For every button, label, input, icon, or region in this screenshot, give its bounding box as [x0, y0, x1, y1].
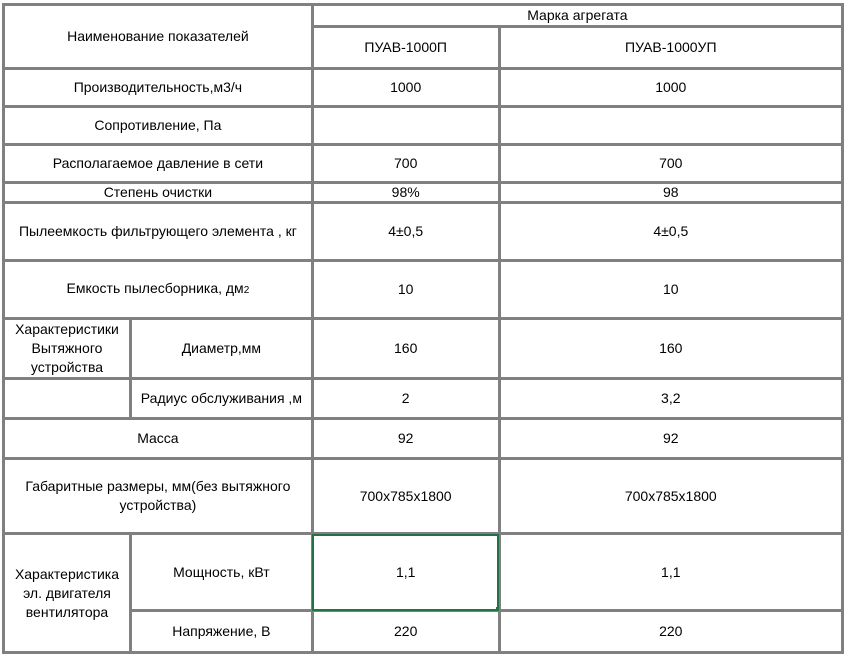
value-text: 98	[663, 184, 679, 200]
row-label[interactable]	[4, 145, 313, 183]
label-text: Сопротивление, Па	[94, 117, 222, 133]
table-row	[4, 183, 843, 203]
row-label[interactable]	[4, 459, 313, 534]
value-cell[interactable]	[312, 203, 499, 261]
value-text: 1,1	[395, 563, 416, 580]
value-cell[interactable]	[499, 319, 842, 379]
value-cell[interactable]	[499, 419, 842, 459]
value-cell[interactable]	[499, 203, 842, 261]
value-cell[interactable]	[312, 319, 499, 379]
value-cell[interactable]	[499, 534, 842, 611]
label-unit-exponent: 2	[243, 285, 250, 296]
row-label[interactable]	[4, 203, 313, 261]
table-row	[4, 419, 843, 459]
value-cell[interactable]	[499, 611, 842, 653]
row-label[interactable]	[4, 419, 313, 459]
label-text: Габаритные размеры, мм(без вытяжного устройства)	[25, 478, 291, 513]
value-cell-selected[interactable]	[312, 534, 499, 611]
model-2-label: ПУАВ-1000УП	[625, 39, 717, 55]
value-cell[interactable]	[499, 459, 842, 534]
value-text: 98%	[391, 184, 420, 200]
row-label[interactable]	[130, 379, 312, 419]
label-text: Диаметр,мм	[181, 340, 262, 356]
row-label[interactable]	[130, 319, 312, 379]
label-text: Емкость пылесборника, дм	[66, 280, 244, 296]
row-label[interactable]	[130, 611, 312, 653]
header-model-2[interactable]	[499, 27, 842, 69]
value-cell[interactable]	[312, 611, 499, 653]
empty-cell[interactable]	[4, 379, 131, 419]
value-cell[interactable]	[499, 183, 842, 203]
header-group-cell[interactable]	[312, 5, 842, 27]
value-text: 160	[394, 340, 418, 356]
table-row	[4, 534, 843, 611]
label-text: Производительность,м3/ч	[73, 79, 243, 95]
group-label-text: Характеристики Вытяжного устройства	[15, 321, 119, 375]
value-cell[interactable]	[499, 69, 842, 107]
header-model-1[interactable]	[312, 27, 499, 69]
group-label-exhaust[interactable]	[4, 319, 131, 379]
table-row	[4, 319, 843, 379]
value-cell[interactable]	[312, 107, 499, 145]
value-text: 10	[397, 281, 414, 297]
value-cell[interactable]	[499, 145, 842, 183]
value-text: 220	[659, 623, 683, 639]
value-text: 3,2	[661, 390, 681, 406]
table-row	[4, 145, 843, 183]
value-text: 92	[663, 430, 679, 446]
value-cell[interactable]	[312, 459, 499, 534]
label-text: Мощность, кВт	[173, 563, 270, 580]
table-row	[4, 459, 843, 534]
header-indicator-label: Наименование показателей	[67, 28, 249, 44]
fill-handle[interactable]	[496, 607, 500, 611]
group-label-motor[interactable]	[4, 534, 131, 653]
value-cell[interactable]	[312, 183, 499, 203]
specification-table	[2, 3, 844, 654]
value-text: 1,1	[661, 563, 681, 580]
value-cell[interactable]	[312, 69, 499, 107]
value-cell[interactable]	[312, 379, 499, 419]
value-cell[interactable]	[312, 145, 499, 183]
value-text: 92	[397, 430, 414, 446]
label-text: Напряжение, В	[172, 623, 271, 639]
table-row	[4, 203, 843, 261]
value-text: 700x785x1800	[359, 487, 452, 504]
value-cell[interactable]	[312, 261, 499, 319]
value-cell[interactable]	[499, 379, 842, 419]
row-label[interactable]	[130, 534, 312, 611]
header-group-label: Марка агрегата	[527, 7, 628, 23]
table-row	[4, 261, 843, 319]
value-text: 160	[659, 340, 683, 356]
label-text: Радиус обслуживания ,м	[140, 390, 302, 406]
value-text: 1000	[655, 79, 687, 95]
table-row	[4, 107, 843, 145]
value-cell[interactable]	[499, 261, 842, 319]
value-text: 1000	[390, 79, 422, 95]
row-label[interactable]	[4, 183, 313, 203]
header-indicator-cell[interactable]	[4, 5, 313, 69]
value-text: 700x785x1800	[624, 487, 717, 504]
value-text: 4±0,5	[653, 223, 689, 239]
table-row	[4, 379, 843, 419]
value-text: 220	[394, 623, 418, 639]
label-text: Пылеемкость фильтрующего элемента , кг	[18, 223, 297, 239]
table-row	[4, 69, 843, 107]
model-1-label: ПУАВ-1000П	[364, 39, 447, 55]
value-text: 4±0,5	[388, 223, 424, 239]
row-label[interactable]	[4, 107, 313, 145]
value-text: 700	[659, 155, 683, 171]
label-text: Располагаемое давление в сети	[52, 155, 264, 171]
value-text: 2	[401, 390, 410, 406]
value-text: 700	[394, 155, 418, 171]
row-label[interactable]	[4, 69, 313, 107]
group-label-text: Характеристика эл. двигателя вентилятора	[14, 565, 120, 620]
row-label[interactable]	[4, 261, 313, 319]
label-text: Масса	[137, 430, 179, 446]
value-text: 10	[663, 281, 679, 297]
value-cell[interactable]	[499, 107, 842, 145]
label-text: Степень очистки	[103, 184, 213, 200]
value-cell[interactable]	[312, 419, 499, 459]
